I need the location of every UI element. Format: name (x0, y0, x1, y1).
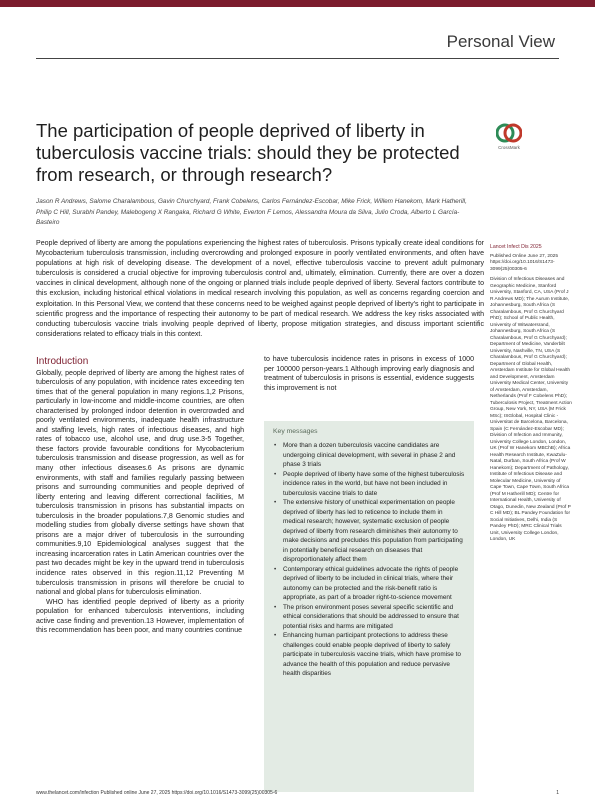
journal-citation: Lancet Infect Dis 2025 (490, 244, 542, 250)
key-message-item: • The prison environment poses several specific scientific and ethical considerations that should be addressed to ensure that potential risks and harms are mitigated (283, 603, 465, 632)
key-message-item: • The extensive history of unethical experimentation on people deprived of liberty has led to reticence to include them in medical research; however, systematic exclusion of people deprived of liberty from research diminishes their autonomy to make decisions and precludes this population from participating in potentially beneficial research on diseases that disproportionately affect them (283, 498, 465, 565)
intro-continuation: to have tuberculosis incidence rates in prisons in excess of 1000 per 100000 person-years.1 Although improving early diagnosis and treatment of tuberculosis in prisons is essential, evidence suggests this improvement is not (264, 356, 474, 392)
section-divider (36, 58, 559, 59)
introduction-heading: Introduction (36, 356, 89, 367)
affiliations: Division of Infectious Diseases and Geographic Medicine, Stanford University, Stanford, CA, USA (Prof J R Andrews MD); The Aurum Institute, Johannesburg, South Africa (S Charalambous, Prof G Churchyard PhD); School of Public Health, University of Witwatersrand, Johannesburg, South Africa (S Charalambous, Prof G Churchyard); Department of Medicine, Vanderbilt University, Nashville, TN, USA (S Charalambous, Prof G Churchyard); Department of Global Health, Amsterdam Institute for Global Health and Development, Amsterdam University Medical Center, University of Amsterdam, Amsterdam, Netherlands (Prof F Cobelens PhD); Tuberculosis Project, Treatment Action Group, New York, NY, USA (M Frick MSc); ISGlobal, Hospital Clinic - Universitat de Barcelona, Barcelona, Spain (C Fernández-Escobar MD); Division of Infection and Immunity, University College London, London, UK (Prof W Hanekom MBChB); Africa Health Research Institute, KwaZulu-Natal, Durban, South Africa (Prof W Hanekom); Department of Pathology, Institute of Infectious Disease and Molecular Medicine, University of Cape Town, Cape Town, South Africa (Prof M Hatherill MD); Centre for International Health, University of Otago, Dunedin, New Zealand (Prof P C Hill MD); BL Pandey Foundation for Social Initiatives, Delhi, India (S Pandey PhD); MRC Clinical Trials Unit, University College London, London, UK (490, 277, 572, 542)
key-message-item: • More than a dozen tuberculosis vaccine candidates are undergoing clinical development, with several in phase 2 and phase 3 trials (283, 441, 465, 470)
author-list: Jason R Andrews, Salome Charalambous, Gavin Churchyard, Frank Cobelens, Carlos Fernández-Escobar, Mike Frick, Willem Hanekom, Mark Hatherill, Philip C Hill, Surabhi Pandey, Malebogeng X Rangaka, Richard G White, Everton F Lemos, Alessandra Moura da Silva, Julio Croda, Alberto L García-Basteiro (36, 198, 467, 226)
abstract: People deprived of liberty are among the populations experiencing the highest rates of tuberculosis. Prisons typically create ideal conditions for Mycobacterium tuberculosis transmission, including overcrowding and prolonged exposure in poorly ventilated environments, and often have populations at high risk of developing disease. The development of a novel, effective tuberculosis vaccine to prevent adult pulmonary tuberculosis is considered a crucial objective for improving tuberculosis control and, ultimately, elimination. Currently, there are over a dozen vaccines in clinical development, although none of the ongoing or planned trials include people deprived of liberty. Several factors contribute to this exclusion, including historical ethical violations in medical research involving this population, as well as concerns regarding coercion and exploitation. In this Personal View, we contend that these concerns need to be weighed against people deprived of liberty's right to participate in scientific progress and the importance of respecting their autonomy to be part of medical research. We address the key risks associated with conducting tuberculosis vaccine trials involving people deprived of liberty, propose mitigation strategies, and discuss important scientific considerations related to efficacy trials in this context. (36, 240, 484, 338)
intro-paragraph-2: WHO has identified people deprived of liberty as a priority population for enhanced tuberculosis interventions, including active case finding and prevention.13 However, implementation of this recommendation has been poor, and many countries continue (36, 598, 244, 635)
key-messages-panel (264, 421, 474, 792)
article-title: The participation of people deprived of liberty in tuberculosis vaccine trials: should they be protected from research, or through research? (36, 120, 460, 185)
top-color-bar (0, 0, 595, 7)
publication-info[interactable]: Published Online June 27, 2025 https://doi.org/10.1016/S1473-3099(25)00305-6 (490, 253, 559, 272)
body-column-right (264, 355, 474, 393)
crossmark-badge[interactable] (488, 122, 530, 150)
crossmark-icon (496, 122, 522, 144)
body-column-left (36, 357, 244, 636)
section-label: Personal View (446, 32, 555, 51)
footer-citation[interactable]: www.thelancet.com/infection Published online June 27, 2025 https://doi.org/10.1016/S1473-3099(25)00305-6 (36, 790, 278, 796)
key-messages-heading: Key messages (273, 428, 318, 435)
page-footer (36, 790, 559, 796)
key-message-item: • Enhancing human participant protections to address these challenges could enable people deprived of liberty to safely participate in tuberculosis vaccine trials, which have promise to advance the health of this population and reduce pervasive health disparities (283, 631, 465, 679)
crossmark-label: CrossMark (498, 145, 520, 150)
key-message-item: • People deprived of liberty have some of the highest tuberculosis incidence rates in the world, but have not been included in tuberculosis vaccine trials to date (283, 470, 465, 499)
intro-paragraph-1: Globally, people deprived of liberty are among the highest rates of tuberculosis of any population, with incidence rates exceeding ten times that of the general population in many regions.1,2 Prisons, particularly in low-income and middle-income countries, are often characterised by prolonged indoor detention in overcrowded and poorly ventilated environments, inadequate health infrastructure and staffing levels, high rates of infectious diseases, and high rates of tobacco use, alcohol use, and drug use.3-5 Together, these factors provide favourable conditions for Mycobacterium tuberculosis transmission and disease progression, as well as for many other infectious diseases.6 As prisons are dynamic environments, with staff and families regularly passing between prisons and surrounding communities and people deprived of liberty entering and leaving different correctional facilities, M tuberculosis transmission in prisons has substantial impacts on tuberculosis in the broader populations.7,8 Genomic studies and modelling studies from globally diverse settings have shown that prisons are a major driver of tuberculosis in the surrounding communities.9,10 Epidemiological analyses suggest that the increasing incarceration rates in Latin American countries over the past two decades might be key in the upward trend in tuberculosis incidence rates observed in this region.11,12 Preventing M tuberculosis transmission in prisons will therefore be crucial to national and global plans for tuberculosis elimination. (36, 369, 244, 597)
key-message-item: • Contemporary ethical guidelines advocate the rights of people deprived of liberty to be included in clinical trials, where their autonomy can be protected and the risk-benefit ratio is appropriate, as part of a broader right-to-science movement (283, 565, 465, 603)
key-messages-list (273, 441, 465, 679)
page-number: 1 (556, 790, 559, 796)
article-sidebar (490, 244, 572, 548)
